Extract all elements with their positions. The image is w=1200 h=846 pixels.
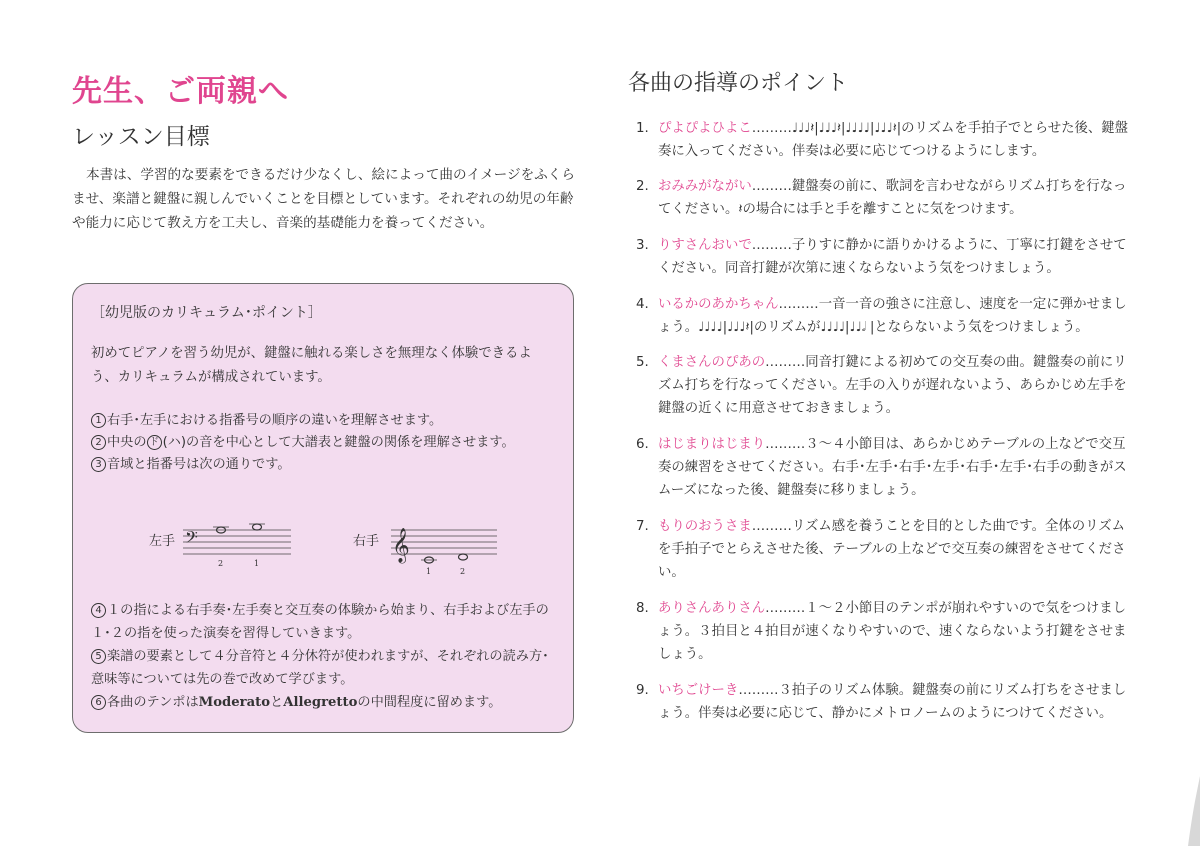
song-name: はじまりはじまり (658, 437, 766, 452)
list-item: 3. りすさんおいで………子りすに静かに語りかけるように、丁寧に打鍵をさせてください。同音打鍵が次第に速くならないよう気をつけましょう。 (636, 238, 1127, 276)
song-name: ぴよぴよひよこ (658, 121, 752, 136)
guidance-heading: 各曲の指導のポイント (628, 71, 849, 96)
circled-number: 5 (91, 649, 106, 664)
circled-number: 3 (91, 457, 106, 472)
list-item: 7. もりのおうさま………リズム感を養うことを目的とした曲です。全体のリズムを手拍子でとらえさせた後、テーブルの上などで交互奏の練習をさせてください。 (636, 519, 1126, 580)
right-hand-label: 右手 (353, 534, 380, 549)
song-name: いちごけーき (658, 683, 739, 698)
circled-number: 2 (91, 435, 106, 450)
finger-number: 1 (254, 559, 260, 568)
list-item: 6. はじまりはじまり………３～４小節目は、あらかじめテーブルの上などで交互奏の練習をさせてください。右手･左手･右手･左手･右手･左手･右手の動きがスムーズになった後、鍵盤奏に移りましょう。 (636, 437, 1127, 498)
point-3: 3 音域と指番号は次の通りです。 (91, 454, 561, 476)
finger-number: 2 (218, 559, 224, 568)
lesson-goal-heading: レッスン目標 (72, 124, 210, 150)
rhythm-notation: ♩♩♩♩|♩♩♩𝄽| (698, 320, 754, 335)
list-item: 9. いちごけーき………３拍子のリズム体験。鍵盤奏の前にリズム打ちをさせましょう。伴奏は必要に応じて、静かにメトロノームのようにつけてください。 (636, 683, 1127, 721)
curriculum-box (72, 283, 574, 733)
song-name: もりのおうさま (658, 519, 752, 534)
intro-paragraph: 本書は、学習的な要素をできるだけ少なくし、絵によって曲のイメージをふくらませ、楽譜と鍵盤に親しんでいくことを目標としています。それぞれの幼児の年齢や能力に応じて教え方を工夫し、音楽的基礎能力を養ってください。 (72, 167, 575, 231)
list-item: 1. ぴよぴよひよこ………♩♩♩𝄽|♩♩♩𝄽|♩♩♩♩|♩♩♩𝄽|のリズムを手拍子でとらせた後、鍵盤奏に入ってください。伴奏は必要に応じてつけるようにします。 (636, 121, 1129, 159)
curriculum-heading: ［幼児版のカリキュラム･ポイント］ (91, 305, 322, 321)
rhythm-notation: ♩♩♩♩|♩♩𝅗𝅥 | (820, 320, 875, 335)
circled-number: 4 (91, 603, 106, 618)
point-5: 5 楽譜の要素として４分音符と４分休符が使われますが、それぞれの読み方･意味等については先の巻で改めて学びます。 (91, 649, 549, 687)
left-hand-label: 左手 (149, 534, 176, 549)
point-1: 1 右手･左手における指番号の順序の違いを理解させます。 (91, 410, 561, 432)
list-item: 4. いるかのあかちゃん………一音一音の強さに注意し、速度を一定に弾かせましょう。♩♩♩♩|♩♩♩𝄽|のリズムが♩♩♩♩|♩♩𝅗𝅥 |とならないよう気をつけましょう。 (636, 297, 1127, 335)
list-item: 8. ありさんありさん………１～２小節目のテンポが崩れやすいので気をつけましょう。３拍目と４拍目が速くなりやすいので、速くならないよう打鍵をさせましょう。 (636, 601, 1127, 662)
rhythm-notation: ♩♩♩𝄽|♩♩♩𝄽|♩♩♩♩|♩♩♩𝄽| (791, 121, 902, 136)
song-name: ありさんありさん (658, 601, 766, 616)
song-name: いるかのあかちゃん (658, 297, 779, 312)
song-name: おみみがながい (658, 179, 752, 194)
finger-number: 2 (460, 567, 466, 576)
point-4: 4 １の指による右手奏･左手奏と交互奏の体験から始まり、右手および左手の１･２の指を使った演奏を習得していきます。 (91, 603, 549, 641)
finger-number: 1 (426, 567, 432, 576)
song-guidance-list (636, 117, 1136, 725)
bass-staff (183, 516, 293, 576)
circled-number: 1 (91, 413, 106, 428)
circled-number: 6 (91, 695, 106, 710)
point-6: 6 各曲のテンポはModeratoとAllegrettoの中間程度に留めます。 (91, 691, 561, 714)
song-name: くまさんのぴあの (658, 355, 766, 370)
song-name: りすさんおいで (658, 238, 752, 253)
page-edge-mark (1182, 776, 1200, 846)
page-title: 先生、ご両親へ (72, 74, 289, 109)
curriculum-intro: 初めてピアノを習う幼児が、鍵盤に触れる楽しさを無理なく体験できるよう、カリキュラムが構成されています。 (91, 346, 532, 385)
svg-text:𝄢: 𝄢 (185, 527, 198, 551)
list-item: 5. くまさんのぴあの………同音打鍵による初めての交互奏の曲。鍵盤奏の前にリズム打ちを行なってください。左手の入りが遅れないよう、あらかじめ左手を鍵盤の近くに用意させておきましょう。 (636, 355, 1127, 416)
list-item: 2. おみみがながい………鍵盤奏の前に、歌詞を言わせながらリズム打ちを行なってください。𝄽の場合には手と手を離すことに気をつけます。 (636, 179, 1127, 217)
svg-text:𝄞: 𝄞 (392, 528, 410, 563)
treble-staff (391, 514, 501, 580)
point-2: 2 中央の ド (ハ)の音を中心として大譜表と鍵盤の関係を理解させます。 (91, 432, 561, 454)
circled-do: ド (147, 435, 162, 450)
range-diagram (73, 506, 573, 586)
curriculum-points (91, 410, 561, 476)
curriculum-points-2 (91, 599, 561, 714)
